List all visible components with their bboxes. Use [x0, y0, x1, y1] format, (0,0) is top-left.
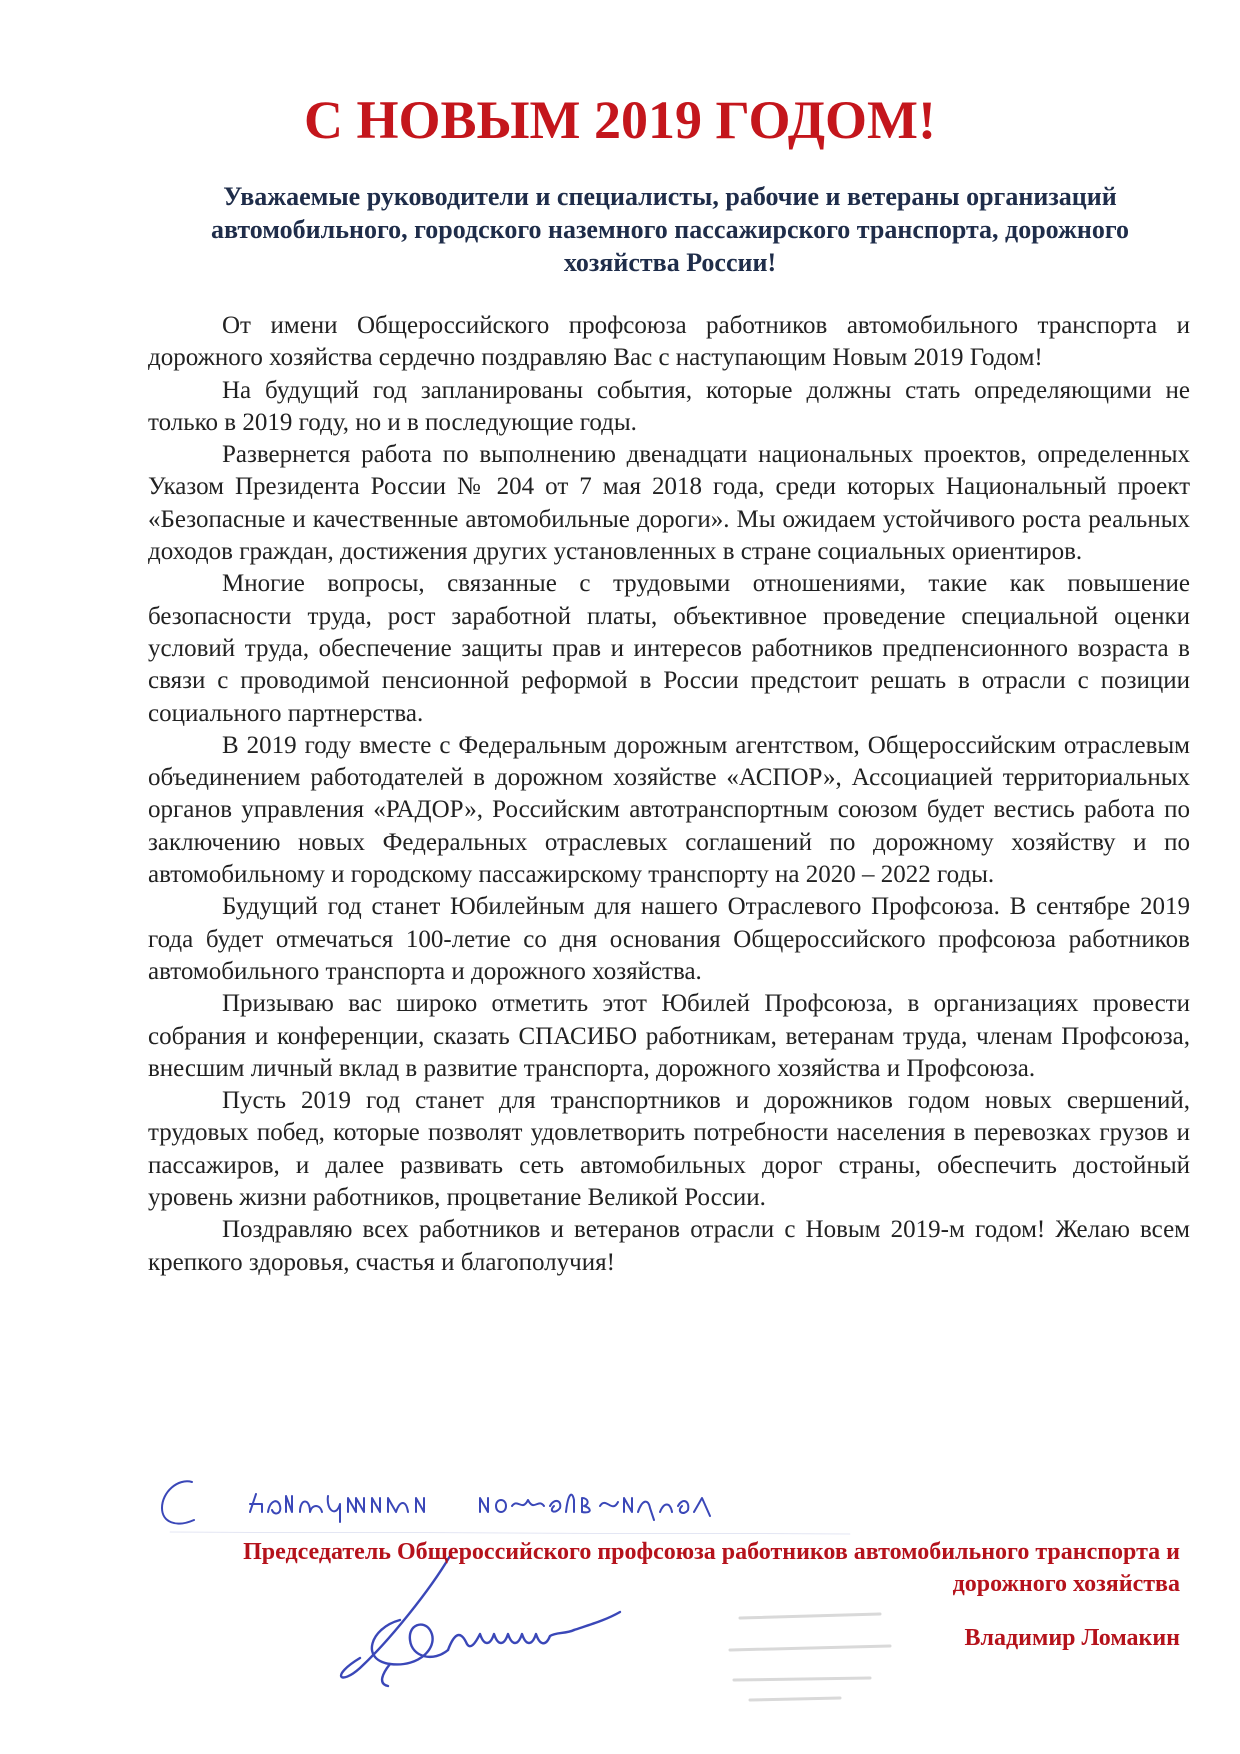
paragraph: Развернется работа по выполнению двенадцати национальных проектов, определенных Указом Президента России № 204 от 7 мая 2018 года, среди которых Национальный проект «Безопасные и качественные автомобильные дороги». Мы ожидаем устойчивого роста реальных доходов граждан, достижения других установленных в стране социальных ориентиров.	[148, 441, 1190, 566]
stamp-mark	[720, 1600, 900, 1710]
paragraph: Поздравляю всех работников и ветеранов отрасли с Новым 2019-м годом! Желаю всем крепкого здоровья, счастья и благополучия!	[148, 1216, 1190, 1276]
paragraph: Будущий год станет Юбилейным для нашего Отраслевого Профсоюза. В сентябре 2019 года будет отмечаться 100-летие со дня основания Общероссийского профсоюза работников автомобильного транспорта и дорожного хозяйства.	[148, 893, 1190, 985]
paragraph: В 2019 году вместе с Федеральным дорожным агентством, Общероссийским отраслевым объединением работодателей в дорожном хозяйстве «АСПОР», Ассоциацией территориальных органов управления «РАДОР», Российским автотранспортным союзом будет вестись работа по заключению новых Федеральных отраслевых соглашений по дорожному хозяйству и по автомобильному и городскому пассажирскому транспорту на 2020 – 2022 годы.	[148, 731, 1190, 889]
signature-position: Председатель Общероссийского профсоюза работников автомобильного транспорта и дорожного хозяйства	[243, 1539, 1180, 1597]
paragraph: На будущий год запланированы события, которые должны стать определяющими не только в 2019 году, но и в последующие годы.	[148, 376, 1190, 436]
paragraph: От имени Общероссийского профсоюза работников автомобильного транспорта и дорожного хозяйства сердечно поздравляю Вас с наступающим Новым 2019 Годом!	[148, 312, 1190, 372]
salutation: Уважаемые руководители и специалисты, рабочие и ветераны организаций автомобильного, городского наземного пассажирского транспорта, дорожного хозяйства России!	[210, 182, 1130, 277]
paragraph: Призываю вас широко отметить этот Юбилей Профсоюза, в организациях провести собрания и конференции, сказать СПАСИБО работникам, ветеранам труда, членам Профсоюза, внесшим личный вклад в развитие транспорта, дорожного хозяйства и Профсоюза.	[148, 990, 1190, 1082]
letter-body	[148, 310, 1190, 1279]
paragraph: Многие вопросы, связанные с трудовыми отношениями, такие как повышение безопасности труда, рост заработной платы, объективное проведение специальной оценки условий труда, обеспечение защиты прав и интересов работников предпенсионного возраста в связи с проводимой пенсионной реформой в России предстоит решать в отрасли с позиции социального партнерства.	[148, 570, 1190, 727]
paragraph: Пусть 2019 год станет для транспортников и дорожников годом новых свершений, трудовых побед, которые позволят удовлетворить потребности населения в перевозках грузов и пассажиров, и далее развивать сеть автомобильных дорог страны, обеспечить достойный уровень жизни работников, процветание Великой России.	[148, 1087, 1190, 1212]
page-title: С НОВЫМ 2019 ГОДОМ!	[304, 90, 936, 150]
signature-name: Владимир Ломакин	[964, 1625, 1180, 1651]
